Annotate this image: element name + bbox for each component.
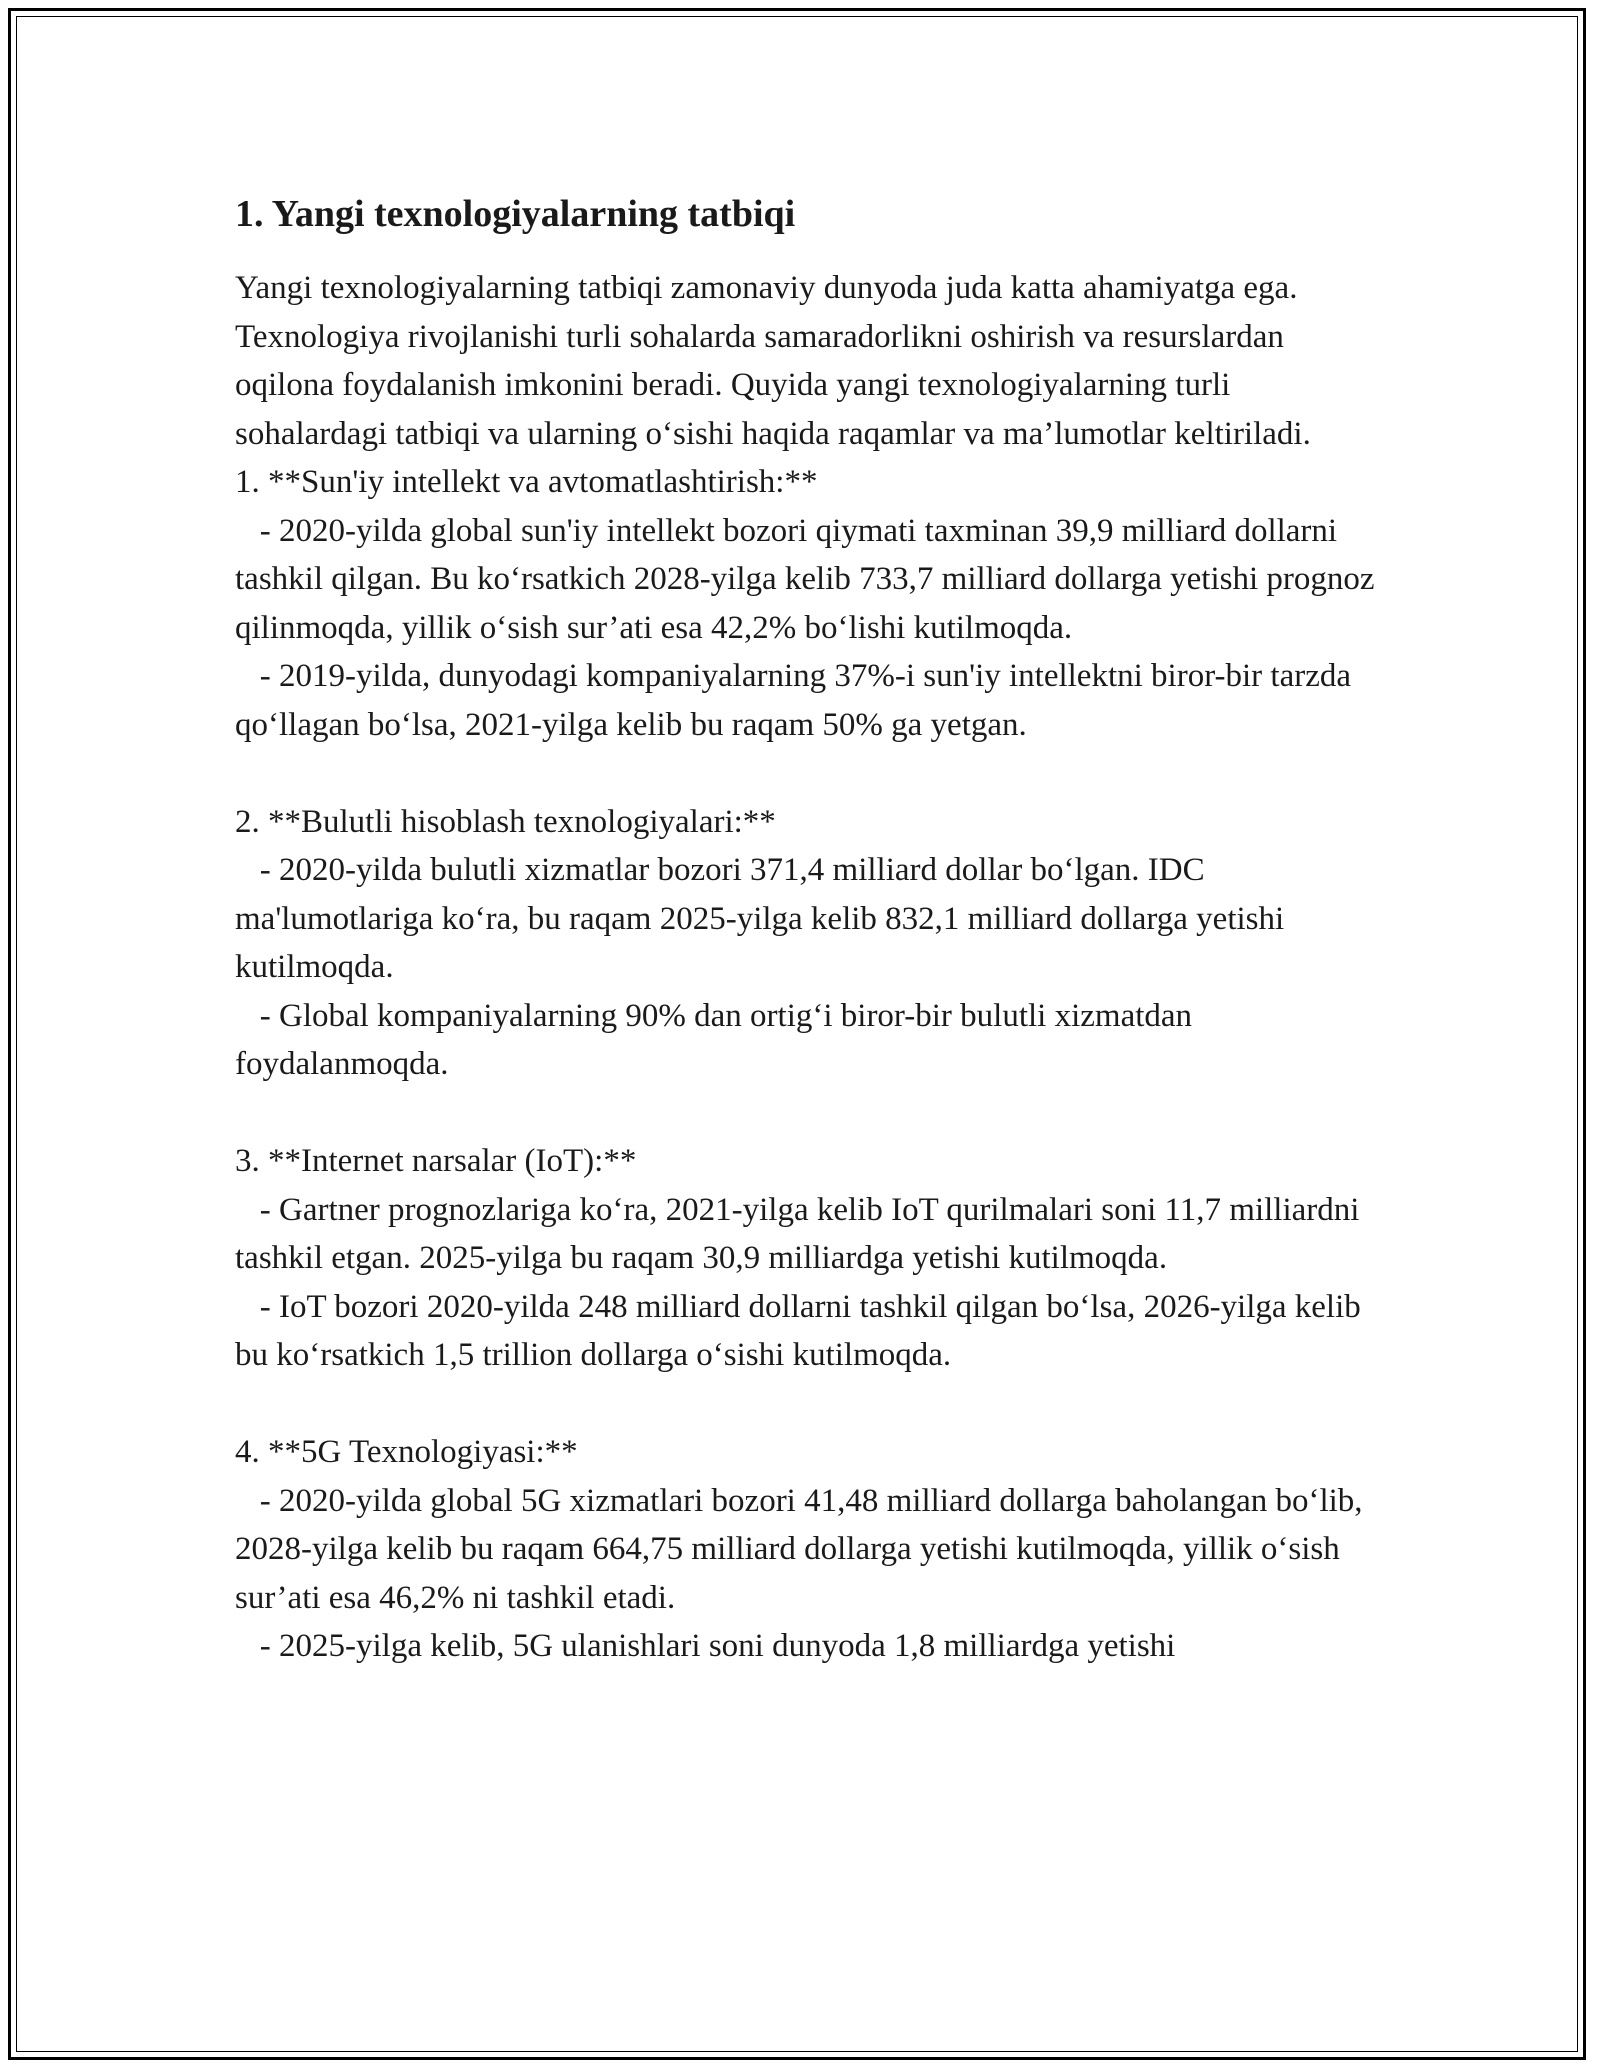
section-5g	[235, 1428, 1375, 1671]
section-point: - IoT bozori 2020-yilda 248 milliard dollarni tashkil qilgan bo‘lsa, 2026-yilga kelib bu ko‘rsatkich 1,5 trillion dollarga o‘sishi kutilmoqda.	[235, 1288, 1370, 1373]
section-point: - 2020-yilda global sun'iy intellekt bozori qiymati taxminan 39,9 milliard dollarni tashkil qilgan. Bu ko‘rsatkich 2028-yilga kelib 733,7 milliard dollarga yetishi prognoz qilinmoqda, yillik o‘sish sur’ati esa 42,2% bo‘lishi kutilmoqda.	[235, 512, 1383, 646]
document-title: 1. Yangi texnologiyalarning tatbiqi	[235, 193, 796, 235]
section-point: - 2025-yilga kelib, 5G ulanishlari soni dunyoda 1,8 milliardga yetishi	[235, 1628, 1176, 1664]
section-point: - 2019-yilda, dunyodagi kompaniyalarning 37%-i sun'iy intellektni biror-bir tarzda qo‘llagan bo‘lsa, 2021-yilga kelib bu raqam 50% ga yetgan.	[235, 658, 1360, 743]
section-point: - Global kompaniyalarning 90% dan ortig‘i biror-bir bulutli xizmatdan foydalanmoqda.	[235, 997, 1201, 1082]
section-point: - 2020-yilda global 5G xizmatlari bozori 41,48 milliard dollarga baholangan bo‘lib, 2028-yilga kelib bu raqam 664,75 milliard dollarga yetishi kutilmoqda, yillik o‘sish sur’ati esa 46,2% ni tashkil etadi.	[235, 1482, 1371, 1616]
intro-paragraph: Yangi texnologiyalarning tatbiqi zamonaviy dunyoda juda katta ahamiyatga ega. Texnologiya rivojlanishi turli sohalarda samaradorlikni oshirish va resurslardan oqilona foydalanish imkonini beradi. Quyida yangi texnologiyalarning turli sohalardagi tatbiqi va ularning o‘sishi haqida raqamlar va ma’lumotlar keltiriladi.	[235, 270, 1311, 452]
section-heading: 3. **Internet narsalar (IoT):**	[235, 1143, 637, 1179]
section-point: - 2020-yilda bulutli xizmatlar bozori 371,4 milliard dollar bo‘lgan. IDC ma'lumotlariga ko‘ra, bu raqam 2025-yilga kelib 832,1 milliard dollarga yetishi kutilmoqda.	[235, 852, 1293, 985]
section-heading: 2. **Bulutli hisoblash texnologiyalari:**	[235, 803, 776, 840]
section-cloud	[235, 798, 1375, 1089]
section-heading: 1. **Sun'iy intellekt va avtomatlashtirish:**	[235, 464, 818, 500]
section-heading: 4. **5G Texnologiyasi:**	[235, 1434, 578, 1470]
section-point: - Gartner prognozlariga ko‘ra, 2021-yilga kelib IoT qurilmalari soni 11,7 milliardni tashkil etgan. 2025-yilga bu raqam 30,9 milliardga yetishi kutilmoqda.	[235, 1191, 1368, 1276]
document-body	[235, 186, 1383, 1671]
section-iot	[235, 1137, 1375, 1380]
section-ai	[235, 458, 1383, 749]
